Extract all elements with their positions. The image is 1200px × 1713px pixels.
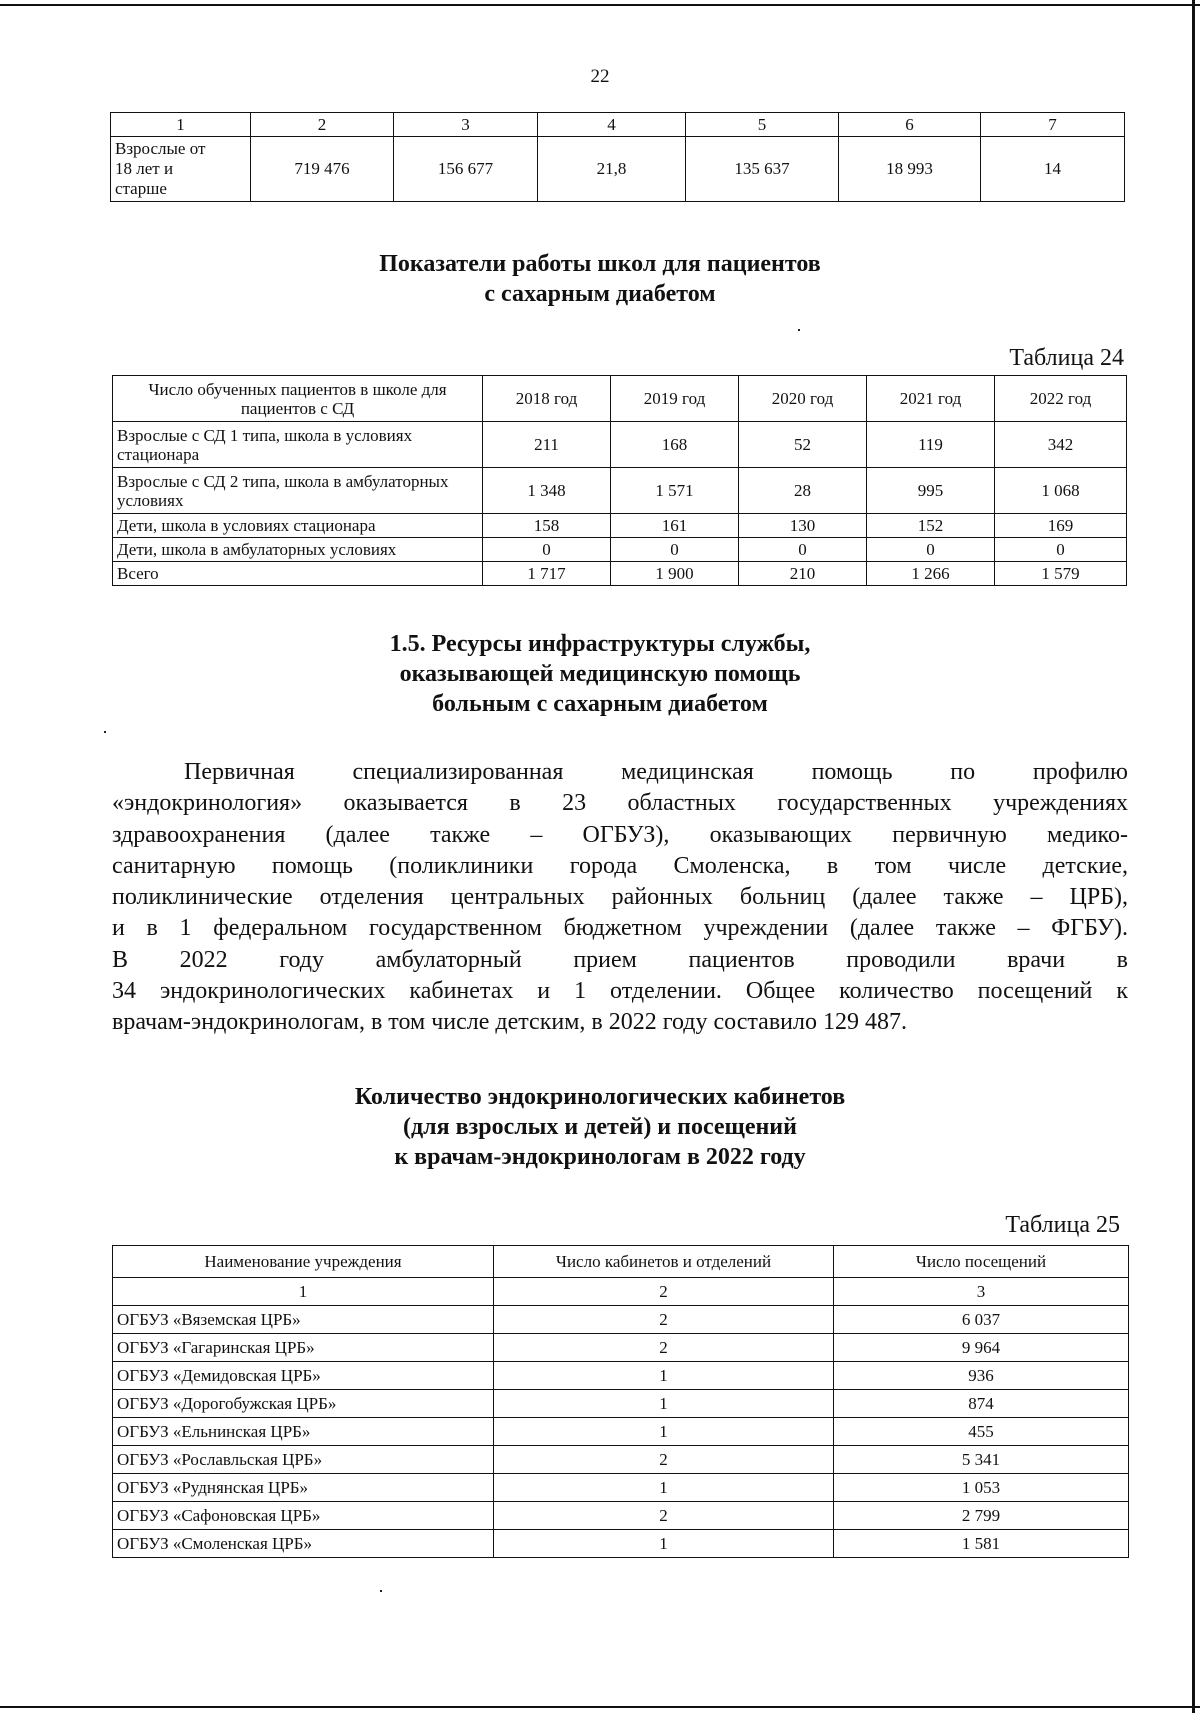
table-row [113,1502,1129,1530]
institution-name: ОГБУЗ «Вяземская ЦРБ» [113,1306,494,1334]
column-header: 2019 год [611,376,739,422]
table-row [113,422,1127,468]
paragraph-line: санитарную помощь (поликлиники города Смоленска, в том числе детские, [112,852,1128,879]
table-cell: 158 [483,514,611,538]
visit-count: 6 037 [834,1306,1129,1334]
table-cell: 168 [611,422,739,468]
table-row [113,562,1127,586]
table-cell: 995 [867,468,995,514]
paragraph-line: «эндокринология» оказывается в 23 областных государственных учреждениях [112,790,1128,817]
table-cell: 0 [739,538,867,562]
column-number: 2 [494,1278,834,1306]
cabinet-count: 2 [494,1334,834,1362]
paragraph-line: Первичная специализированная медицинская помощь по профилю [184,759,1128,785]
schools-table [112,375,1127,586]
institution-name: ОГБУЗ «Смоленская ЦРБ» [113,1530,494,1558]
column-header: 2021 год [867,376,995,422]
table-row [113,1446,1129,1474]
table-cell: 210 [739,562,867,586]
heading-line: 1.5. Ресурсы инфраструктуры службы, [389,631,811,657]
visit-count: 874 [834,1390,1129,1418]
table-cell: 28 [739,468,867,514]
schools-heading [0,249,1200,309]
paragraph-line: 34 эндокринологических кабинетах и 1 отделении. Общее количество посещений к [112,978,1128,1005]
table-25-caption: Таблица 25 [1005,1212,1120,1238]
column-header: Наименование учреждения [113,1246,494,1278]
column-header: Число посещений [834,1246,1129,1278]
row-label: Взрослые с СД 2 типа, школа в амбулаторных условиях [113,468,483,514]
column-number-row [111,113,1125,137]
table-row [113,1418,1129,1446]
table-row [113,468,1127,514]
heading-line: к врачам-эндокринологам в 2022 году [394,1144,806,1170]
visit-count: 936 [834,1362,1129,1390]
table-row [113,514,1127,538]
table-cell: 1 348 [483,468,611,514]
visit-count: 2 799 [834,1502,1129,1530]
institution-name: ОГБУЗ «Дорогобужская ЦРБ» [113,1390,494,1418]
institution-name: ОГБУЗ «Сафоновская ЦРБ» [113,1502,494,1530]
row-label: Дети, школа в условиях стационара [113,514,483,538]
table-row [113,1474,1129,1502]
heading-line: с сахарным диабетом [484,281,716,307]
column-number: 6 [839,113,981,137]
table-row [113,1362,1129,1390]
cabinets-heading [0,1082,1200,1172]
institution-name: ОГБУЗ «Руднянская ЦРБ» [113,1474,494,1502]
column-number: 1 [111,113,251,137]
column-number: 3 [394,113,538,137]
visit-count: 455 [834,1418,1129,1446]
table-cell: 0 [483,538,611,562]
heading-line: (для взрослых и детей) и посещений [403,1114,797,1140]
heading-line: Количество эндокринологических кабинетов [354,1084,846,1110]
table-cell: 1 900 [611,562,739,586]
column-number-row [113,1278,1129,1306]
row-label-line: 18 лет и [115,159,174,178]
scan-speck [104,731,106,733]
scan-bottom-line [0,1706,1200,1708]
cabinet-count: 2 [494,1306,834,1334]
page-number: 22 [590,66,610,87]
table-cell: 0 [867,538,995,562]
cabinet-count: 1 [494,1390,834,1418]
cabinet-count: 1 [494,1362,834,1390]
institution-name: ОГБУЗ «Демидовская ЦРБ» [113,1362,494,1390]
table-cell: 52 [739,422,867,468]
column-header: 2020 год [739,376,867,422]
table-cell: 0 [995,538,1127,562]
section-1-5-heading [0,629,1200,719]
paragraph-line: поликлинические отделения центральных районных больниц (далее также – ЦРБ), [112,884,1128,911]
cabinet-count: 1 [494,1474,834,1502]
heading-line: больным с сахарным диабетом [432,691,768,717]
visit-count: 1 053 [834,1474,1129,1502]
row-label: Взрослые с СД 1 типа, школа в условиях стационара [113,422,483,468]
column-header: 2018 год [483,376,611,422]
column-number: 4 [538,113,686,137]
scan-top-line [0,4,1200,6]
table-row [113,1530,1129,1558]
heading-line: оказывающей медицинскую помощь [399,661,801,687]
header-row [113,376,1127,422]
table-cell: 1 717 [483,562,611,586]
row-label: Всего [113,562,483,586]
paragraph-line: В 2022 году амбулаторный прием пациентов проводили врачи в [112,946,1128,973]
table-cell: 156 677 [394,137,538,202]
cabinets-table [112,1245,1129,1558]
column-number: 3 [834,1278,1129,1306]
table-cell: 342 [995,422,1127,468]
visit-count: 9 964 [834,1334,1129,1362]
table-cell: 21,8 [538,137,686,202]
row-label [111,137,251,202]
table-cell: 1 068 [995,468,1127,514]
cabinet-count: 1 [494,1418,834,1446]
table-cell: 161 [611,514,739,538]
heading-line: Показатели работы школ для пациентов [379,251,821,277]
institution-name: ОГБУЗ «Гагаринская ЦРБ» [113,1334,494,1362]
institution-name: ОГБУЗ «Рославльская ЦРБ» [113,1446,494,1474]
column-header: 2022 год [995,376,1127,422]
table-cell: 130 [739,514,867,538]
column-header: Число кабинетов и отделений [494,1246,834,1278]
table-row [113,1306,1129,1334]
table-cell: 1 579 [995,562,1127,586]
row-label: Дети, школа в амбулаторных условиях [113,538,483,562]
cabinet-count: 2 [494,1446,834,1474]
continued-table [110,112,1125,202]
table-cell: 1 266 [867,562,995,586]
paragraph-line: здравоохранения (далее также – ОГБУЗ), оказывающих первичную медико- [112,821,1128,848]
table-cell: 14 [981,137,1125,202]
body-paragraph [112,757,1128,1039]
paragraph-line: врачам-эндокринологам, в том числе детским, в 2022 году составило 129 487. [112,1009,907,1036]
column-number: 2 [251,113,394,137]
column-number: 1 [113,1278,494,1306]
table-cell: 169 [995,514,1127,538]
header-row [113,1246,1129,1278]
table-cell: 211 [483,422,611,468]
table-cell: 1 571 [611,468,739,514]
column-header: Число обученных пациентов в школе для пациентов с СД [113,376,483,422]
cabinet-count: 1 [494,1530,834,1558]
table-cell: 0 [611,538,739,562]
table-row [113,538,1127,562]
row-label-line: Взрослые от [115,139,206,158]
table-cell: 152 [867,514,995,538]
table-cell: 18 993 [839,137,981,202]
paragraph-line: и в 1 федеральном государственном бюджетном учреждении (далее также – ФГБУ). [112,915,1128,942]
institution-name: ОГБУЗ «Ельнинская ЦРБ» [113,1418,494,1446]
visit-count: 5 341 [834,1446,1129,1474]
visit-count: 1 581 [834,1530,1129,1558]
table-24-caption: Таблица 24 [1009,345,1124,371]
column-number: 7 [981,113,1125,137]
cabinet-count: 2 [494,1502,834,1530]
table-cell: 719 476 [251,137,394,202]
table-row [113,1390,1129,1418]
column-number: 5 [686,113,839,137]
table-row [111,137,1125,202]
table-cell: 119 [867,422,995,468]
scan-speck [798,329,800,331]
scan-speck [380,1590,382,1592]
row-label-line: старше [115,179,167,198]
table-cell: 135 637 [686,137,839,202]
table-row [113,1334,1129,1362]
